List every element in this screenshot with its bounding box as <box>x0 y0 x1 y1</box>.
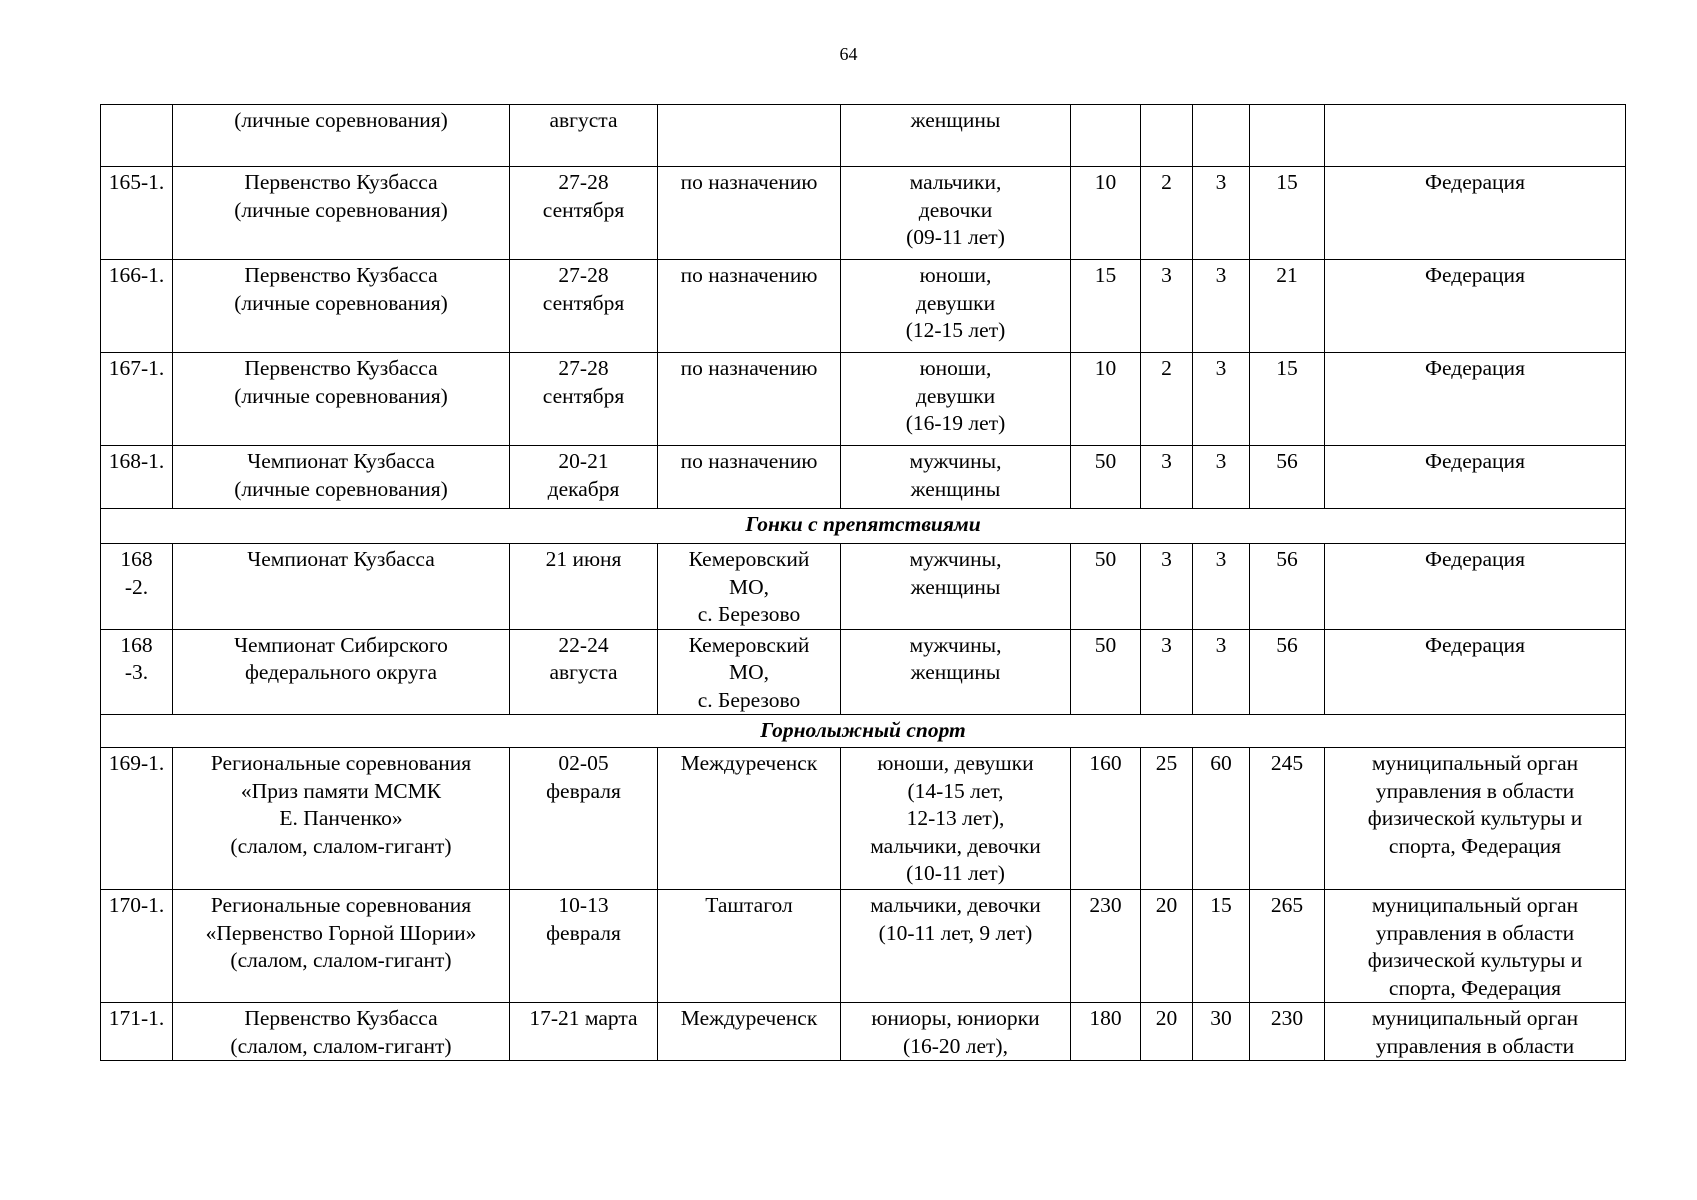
event-name <box>173 353 510 446</box>
count-c2: 3 <box>1141 544 1193 630</box>
cell-line: (10-11 лет, 9 лет) <box>878 920 1033 945</box>
event-participants <box>841 1003 1071 1061</box>
cell-line: Первенство Кузбасса <box>244 1006 438 1030</box>
event-name <box>173 167 510 260</box>
event-venue <box>658 105 841 167</box>
event-dates <box>510 167 658 260</box>
count-c2: 2 <box>1141 353 1193 446</box>
cell-line: 02-05 <box>558 751 609 775</box>
event-venue <box>658 446 841 509</box>
cell-line: Е. Панченко» <box>279 806 403 830</box>
section-header: Гонки с препятствиями <box>101 509 1626 544</box>
cell-line: мужчины, <box>909 547 1002 571</box>
count-c3: 30 <box>1193 1003 1250 1061</box>
count-c2: 20 <box>1141 890 1193 1003</box>
cell-line: МО, <box>728 574 770 599</box>
cell-line: Первенство Кузбасса <box>244 263 438 287</box>
cell-line: мужчины, <box>909 449 1002 473</box>
cell-line: сентября <box>542 383 625 408</box>
cell-line: декабря <box>547 476 620 501</box>
event-venue <box>658 890 841 1003</box>
cell-line: юниоры, юниорки <box>871 1006 1040 1030</box>
event-venue <box>658 544 841 630</box>
cell-line: Чемпионат Кузбасса <box>247 547 435 571</box>
event-participants <box>841 446 1071 509</box>
cell-line: сентября <box>542 290 625 315</box>
event-organizer <box>1325 446 1626 509</box>
cell-line: февраля <box>546 920 621 945</box>
events-table <box>100 104 1626 1061</box>
page-number: 64 <box>839 44 858 64</box>
event-name <box>173 1003 510 1061</box>
cell-line: юноши, <box>919 356 992 380</box>
count-c3 <box>1193 105 1250 167</box>
cell-line: женщины <box>910 660 1001 684</box>
cell-line: (личные соревнования) <box>234 197 448 222</box>
cell-line: женщины <box>910 476 1001 501</box>
table-row <box>101 544 1626 630</box>
event-name <box>173 629 510 715</box>
cell-line: (слалом, слалом-гигант) <box>230 948 452 972</box>
event-organizer <box>1325 1003 1626 1061</box>
cell-line: МО, <box>728 660 770 684</box>
count-c2: 3 <box>1141 629 1193 715</box>
cell-line: женщины <box>910 574 1001 599</box>
count-c1: 50 <box>1071 629 1141 715</box>
cell-line: августа <box>549 108 618 132</box>
count-c3: 3 <box>1193 446 1250 509</box>
event-number <box>101 105 173 167</box>
cell-line: Федерация <box>1425 449 1525 473</box>
cell-line: Чемпионат Сибирского <box>234 632 448 657</box>
cell-line: по назначению <box>680 263 818 287</box>
count-c2: 3 <box>1141 446 1193 509</box>
event-number: 165-1. <box>101 167 173 260</box>
cell-line: (слалом, слалом-гигант) <box>230 1033 452 1058</box>
event-organizer <box>1325 748 1626 890</box>
cell-line: женщины <box>910 108 1001 132</box>
event-venue <box>658 353 841 446</box>
event-number: 166-1. <box>101 260 173 353</box>
cell-line: физической культуры и <box>1367 806 1583 830</box>
table-row <box>101 105 1626 167</box>
cell-line: 12-13 лет), <box>906 806 1005 830</box>
cell-line: Федерация <box>1425 170 1525 194</box>
event-name <box>173 544 510 630</box>
count-c4: 245 <box>1250 748 1325 890</box>
cell-line: (09-11 лет) <box>906 225 1005 249</box>
cell-line: мужчины, <box>909 632 1002 657</box>
cell-line: (16-20 лет), <box>903 1033 1008 1058</box>
cell-line: по назначению <box>680 170 818 194</box>
cell-line: (слалом, слалом-гигант) <box>230 833 452 858</box>
cell-line: сентября <box>542 197 625 222</box>
count-c3: 60 <box>1193 748 1250 890</box>
count-c4: 56 <box>1250 544 1325 630</box>
cell-line: Чемпионат Кузбасса <box>247 449 435 473</box>
cell-line: (личные соревнования) <box>234 476 448 501</box>
event-venue <box>658 167 841 260</box>
event-organizer <box>1325 260 1626 353</box>
event-organizer <box>1325 890 1626 1003</box>
cell-line: 22-24 <box>558 632 609 657</box>
cell-line: Федерация <box>1425 356 1525 380</box>
cell-line: 10-13 <box>558 893 609 917</box>
event-participants <box>841 544 1071 630</box>
count-c4 <box>1250 105 1325 167</box>
event-venue <box>658 260 841 353</box>
cell-line: «Приз памяти МСМК <box>240 778 442 803</box>
cell-line: Федерация <box>1425 632 1525 657</box>
event-participants <box>841 260 1071 353</box>
event-name <box>173 446 510 509</box>
event-participants <box>841 629 1071 715</box>
cell-line: спорта, Федерация <box>1388 975 1562 1000</box>
table-row <box>101 748 1626 890</box>
cell-line: мальчики, девочки <box>870 833 1041 858</box>
table-row <box>101 167 1626 260</box>
event-organizer <box>1325 353 1626 446</box>
count-c1: 10 <box>1071 353 1141 446</box>
cell-line: «Первенство Горной Шории» <box>205 920 477 945</box>
count-c3: 3 <box>1193 260 1250 353</box>
event-dates <box>510 629 658 715</box>
cell-line: Междуреченск <box>680 1006 818 1030</box>
count-c3: 3 <box>1193 544 1250 630</box>
event-number: 168 -2. <box>101 544 173 630</box>
cell-line: 27-28 <box>558 263 609 287</box>
section-row <box>101 715 1626 748</box>
cell-line: девочки <box>918 197 993 222</box>
table-row <box>101 1003 1626 1061</box>
event-name <box>173 260 510 353</box>
cell-line: мальчики, <box>909 170 1002 194</box>
table-row <box>101 629 1626 715</box>
cell-line: девушки <box>915 290 996 315</box>
cell-line: 27-28 <box>558 356 609 380</box>
count-c1: 10 <box>1071 167 1141 260</box>
event-organizer <box>1325 544 1626 630</box>
cell-line: Междуреченск <box>680 751 818 775</box>
count-c4: 15 <box>1250 167 1325 260</box>
event-number: 168 -3. <box>101 629 173 715</box>
cell-line: мальчики, девочки <box>870 893 1041 917</box>
cell-line: Федерация <box>1425 263 1525 287</box>
count-c1: 15 <box>1071 260 1141 353</box>
cell-line: февраля <box>546 778 621 803</box>
event-number: 167-1. <box>101 353 173 446</box>
event-participants <box>841 890 1071 1003</box>
event-dates <box>510 748 658 890</box>
table-row <box>101 260 1626 353</box>
count-c4: 56 <box>1250 446 1325 509</box>
event-number: 168-1. <box>101 446 173 509</box>
table-body <box>101 105 1626 1061</box>
cell-line: спорта, Федерация <box>1388 833 1562 858</box>
event-dates <box>510 105 658 167</box>
event-participants <box>841 353 1071 446</box>
count-c3: 3 <box>1193 353 1250 446</box>
count-c1: 180 <box>1071 1003 1141 1061</box>
cell-line: 17-21 марта <box>529 1006 638 1030</box>
cell-line: управления в области <box>1375 920 1575 945</box>
cell-line: (16-19 лет) <box>905 411 1006 435</box>
cell-line: с. Березово <box>697 602 801 626</box>
count-c3: 3 <box>1193 629 1250 715</box>
event-organizer <box>1325 105 1626 167</box>
cell-line: Кемеровский <box>688 632 810 657</box>
event-name <box>173 890 510 1003</box>
cell-line: федерального округа <box>244 660 438 684</box>
cell-line: Региональные соревнования <box>210 893 472 917</box>
cell-line: (14-15 лет, <box>907 778 1004 803</box>
cell-line: (10-11 лет) <box>906 861 1005 885</box>
event-dates <box>510 544 658 630</box>
count-c2: 3 <box>1141 260 1193 353</box>
event-dates <box>510 353 658 446</box>
cell-line: муниципальный орган <box>1371 1006 1579 1030</box>
event-organizer <box>1325 167 1626 260</box>
cell-line: Региональные соревнования <box>210 751 472 775</box>
count-c1: 160 <box>1071 748 1141 890</box>
count-c2: 25 <box>1141 748 1193 890</box>
cell-line: (личные соревнования) <box>234 383 448 408</box>
event-organizer <box>1325 629 1626 715</box>
event-venue <box>658 629 841 715</box>
cell-line: Таштагол <box>705 893 793 917</box>
cell-line: муниципальный орган <box>1371 893 1579 917</box>
cell-line: управления в области <box>1375 1033 1575 1058</box>
count-c1: 230 <box>1071 890 1141 1003</box>
cell-line: (12-15 лет) <box>905 318 1006 342</box>
count-c2: 2 <box>1141 167 1193 260</box>
event-venue <box>658 748 841 890</box>
event-number: 171-1. <box>101 1003 173 1061</box>
event-dates <box>510 1003 658 1061</box>
cell-line: физической культуры и <box>1367 948 1583 972</box>
count-c1: 50 <box>1071 544 1141 630</box>
event-participants <box>841 105 1071 167</box>
cell-line: (личные соревнования) <box>234 108 448 132</box>
table-row <box>101 890 1626 1003</box>
cell-line: муниципальный орган <box>1371 751 1579 775</box>
count-c4: 56 <box>1250 629 1325 715</box>
cell-line: 20-21 <box>558 449 609 473</box>
event-participants <box>841 748 1071 890</box>
cell-line: 21 июня <box>545 547 622 571</box>
cell-line: августа <box>549 660 618 684</box>
cell-line: Первенство Кузбасса <box>244 170 438 194</box>
count-c1: 50 <box>1071 446 1141 509</box>
cell-line: по назначению <box>680 449 818 473</box>
cell-line: с. Березово <box>697 687 801 712</box>
count-c3: 3 <box>1193 167 1250 260</box>
cell-line: Первенство Кузбасса <box>244 356 438 380</box>
count-c3: 15 <box>1193 890 1250 1003</box>
event-dates <box>510 890 658 1003</box>
cell-line: Кемеровский <box>688 547 810 571</box>
table-row <box>101 446 1626 509</box>
cell-line: 27-28 <box>558 170 609 194</box>
event-dates <box>510 446 658 509</box>
section-header: Горнолыжный спорт <box>101 715 1626 748</box>
event-dates <box>510 260 658 353</box>
event-participants <box>841 167 1071 260</box>
count-c4: 21 <box>1250 260 1325 353</box>
event-name <box>173 105 510 167</box>
cell-line: по назначению <box>680 356 818 380</box>
count-c4: 230 <box>1250 1003 1325 1061</box>
event-name <box>173 748 510 890</box>
cell-line: (личные соревнования) <box>234 290 448 315</box>
table-row <box>101 353 1626 446</box>
count-c2: 20 <box>1141 1003 1193 1061</box>
cell-line: Федерация <box>1425 547 1525 571</box>
count-c4: 15 <box>1250 353 1325 446</box>
cell-line: девушки <box>915 383 996 408</box>
event-venue <box>658 1003 841 1061</box>
cell-line: юноши, девушки <box>877 751 1034 775</box>
count-c1 <box>1071 105 1141 167</box>
event-number: 170-1. <box>101 890 173 1003</box>
event-number: 169-1. <box>101 748 173 890</box>
section-row <box>101 509 1626 544</box>
cell-line: юноши, <box>919 263 992 287</box>
count-c2 <box>1141 105 1193 167</box>
count-c4: 265 <box>1250 890 1325 1003</box>
cell-line: управления в области <box>1375 778 1575 803</box>
